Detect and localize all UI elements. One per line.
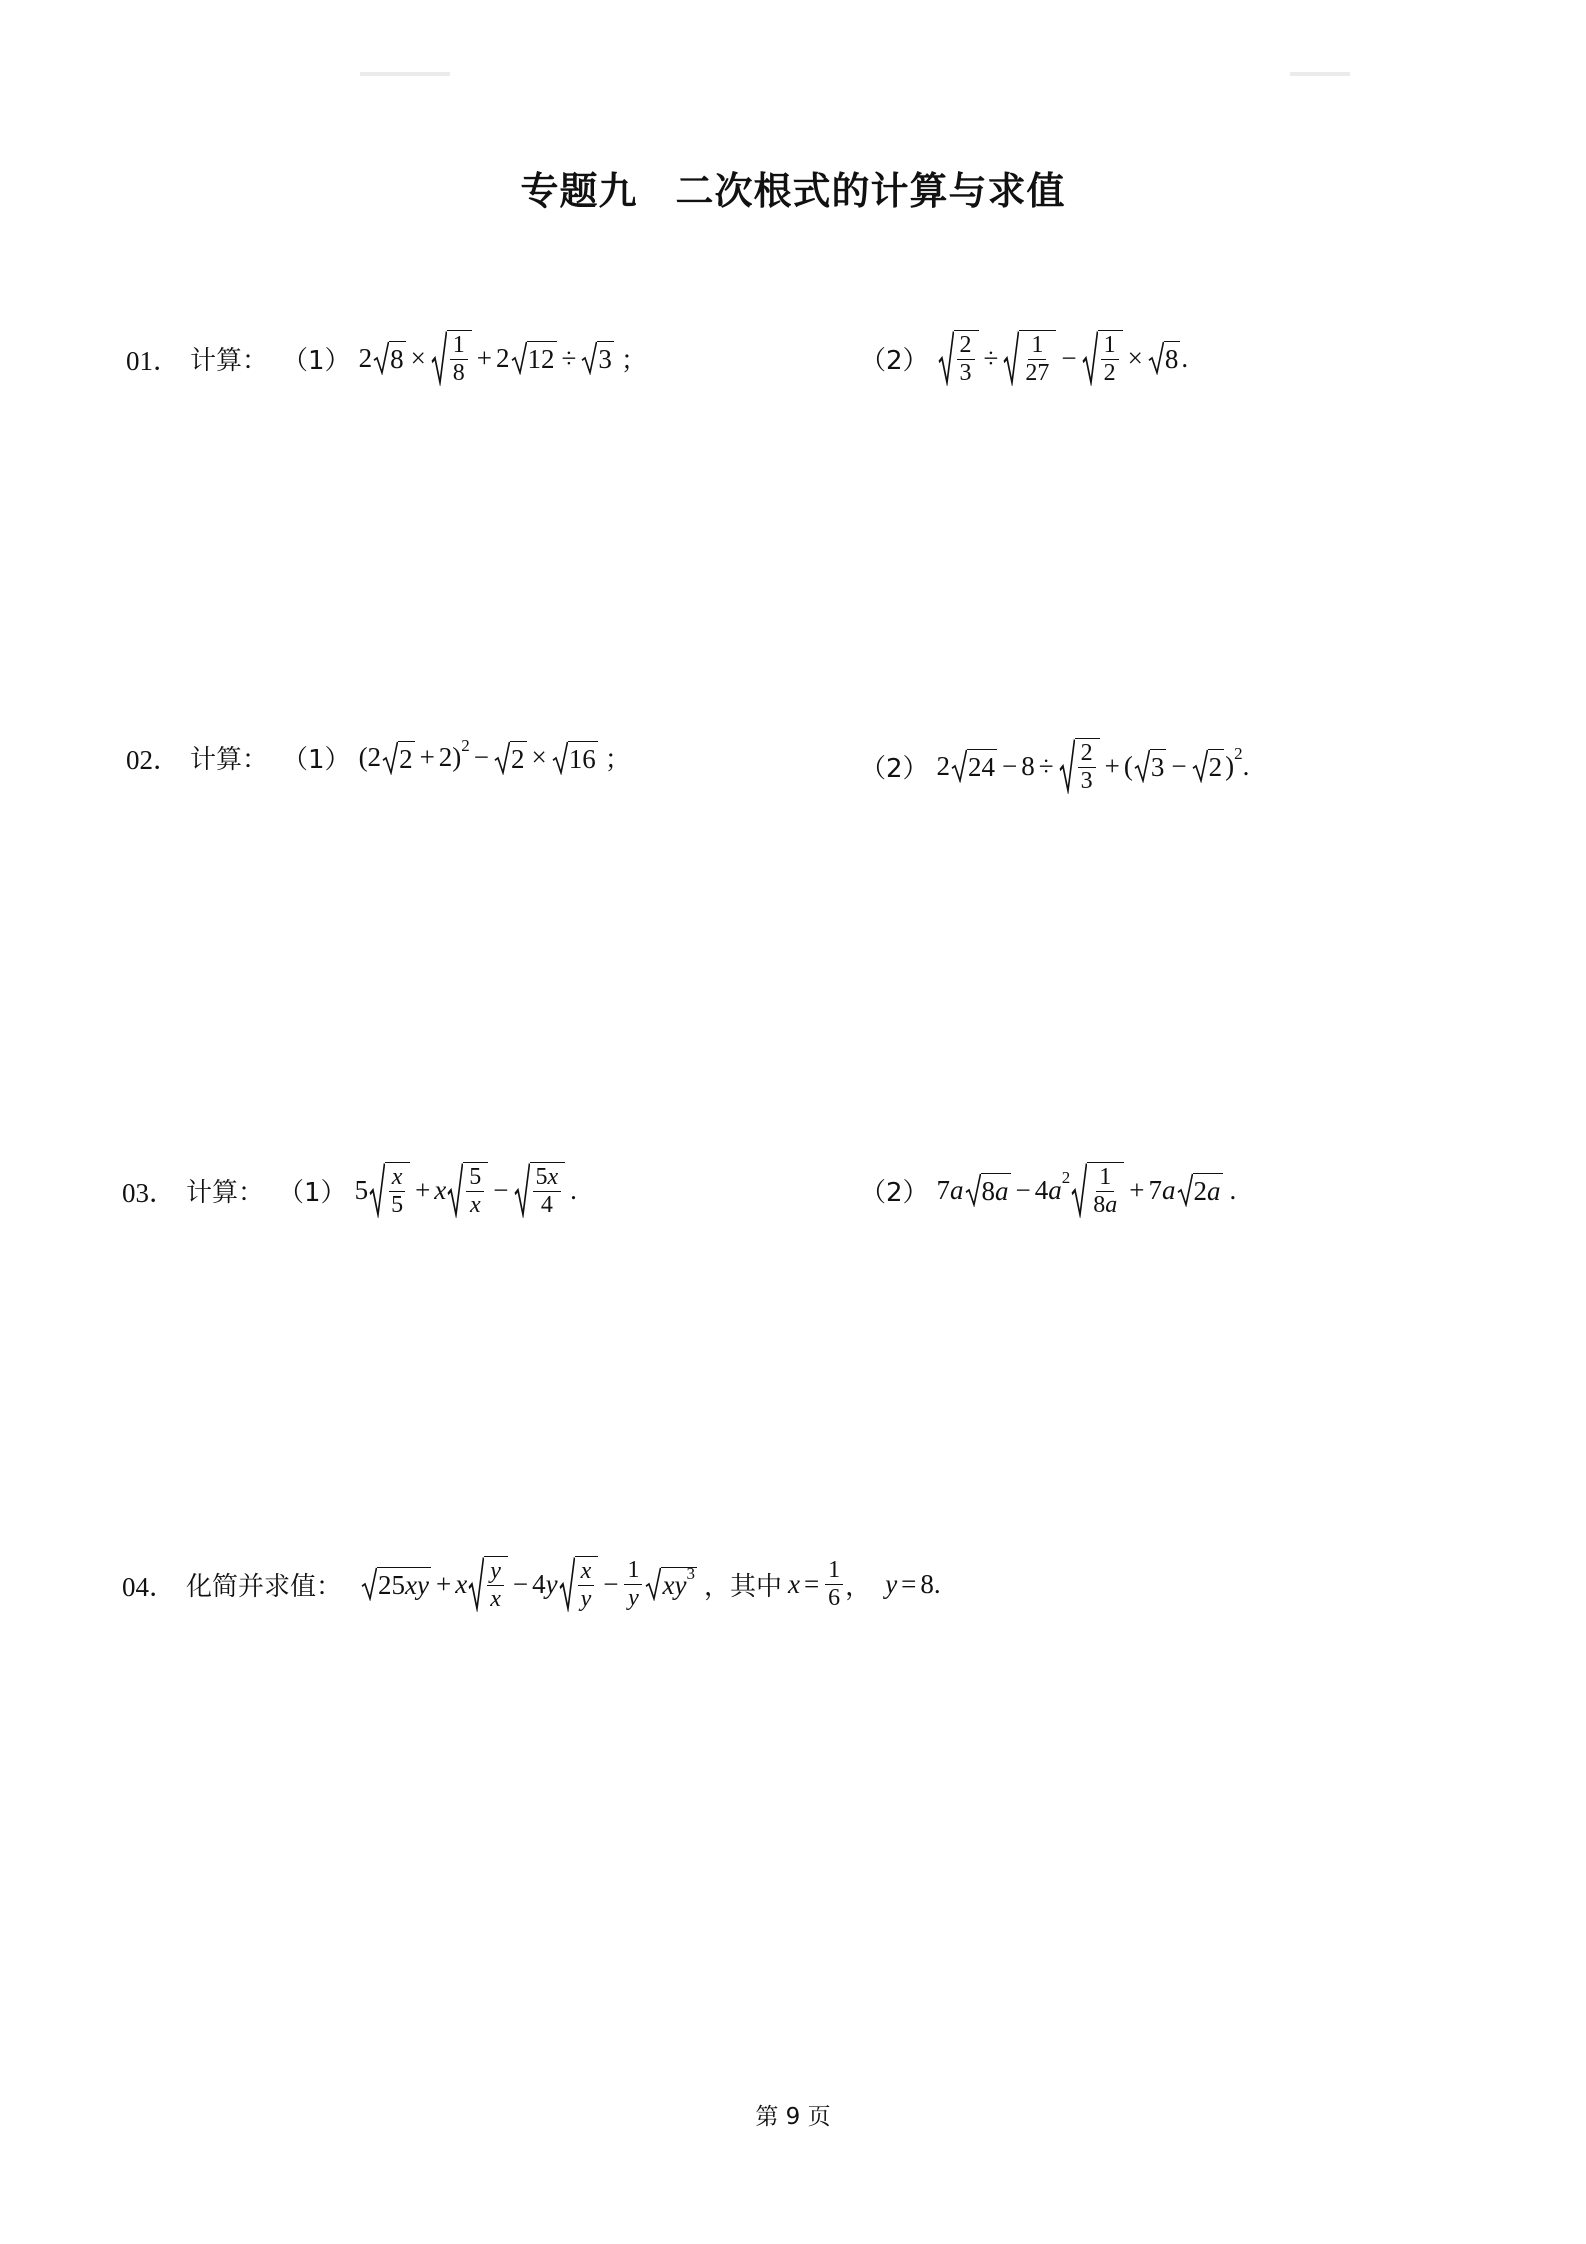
scan-smudge-left (360, 72, 450, 76)
problem-number: 04． (122, 1571, 176, 1602)
problem-03-part-1 (122, 1162, 577, 1218)
problem-01-part-1 (126, 330, 647, 386)
condition-text: ，其中 (703, 1571, 782, 1602)
math-expression: (2 2 + 2) 2 − 2 × 16 ； (358, 735, 631, 775)
condition-expression: x = $\frac{1}{6}$ ， y = 8. (787, 1556, 941, 1611)
math-expression: $\frac{2}{3}$ ÷ $\frac{1}{27}$ − $\frac{1}{2}$ × 8 . (937, 330, 1189, 386)
problem-02-part-2 (860, 738, 1249, 794)
problem-04 (122, 1556, 941, 1612)
math-expression: 7a 8 a − 4a 2 $\frac{1}{8a}$ + 7a 2 a . (936, 1164, 1237, 1219)
problem-01-part-2 (860, 330, 1188, 386)
problem-number: 03． (122, 1177, 176, 1208)
problem-number: 02． (126, 745, 180, 775)
page-number: 第 9 页 (755, 2104, 831, 2130)
problem-label: 化简并求值： (186, 1571, 343, 1602)
part-tag: （2） (860, 1177, 929, 1208)
page-title: 专题九 二次根式的计算与求值 (520, 169, 1066, 213)
part-tag: （1） (278, 1177, 347, 1208)
problem-02-part-1 (126, 735, 631, 777)
problem-label: 计算： (190, 345, 269, 376)
math-expression: 25 xy + x $\frac{y}{x}$ − 4y $\frac{x}{y}$ − $\frac{1}{y}$ xy 3 (360, 1556, 698, 1612)
problem-number: 01． (126, 345, 180, 376)
problem-label: 计算： (186, 1177, 265, 1208)
part-tag: （1） (282, 745, 351, 775)
math-expression: 2 24 − 8 ÷ $\frac{2}{3}$ + ( 3 − 2 ) 2 . (936, 740, 1250, 795)
math-expression: 5 $\frac{x}{5}$ + x $\frac{5}{x}$ − $\frac{5x}{4}$ . (354, 1164, 577, 1219)
math-expression: 2 8 × $\frac{1}{8}$ + 2 12 ÷ 3 ； (358, 332, 647, 387)
scan-smudge-right (1290, 72, 1350, 76)
part-tag: （2） (860, 753, 929, 784)
part-tag: （2） (860, 345, 929, 376)
problem-label: 计算： (190, 745, 269, 775)
problem-03-part-2 (860, 1162, 1236, 1218)
part-tag: （1） (282, 345, 351, 376)
